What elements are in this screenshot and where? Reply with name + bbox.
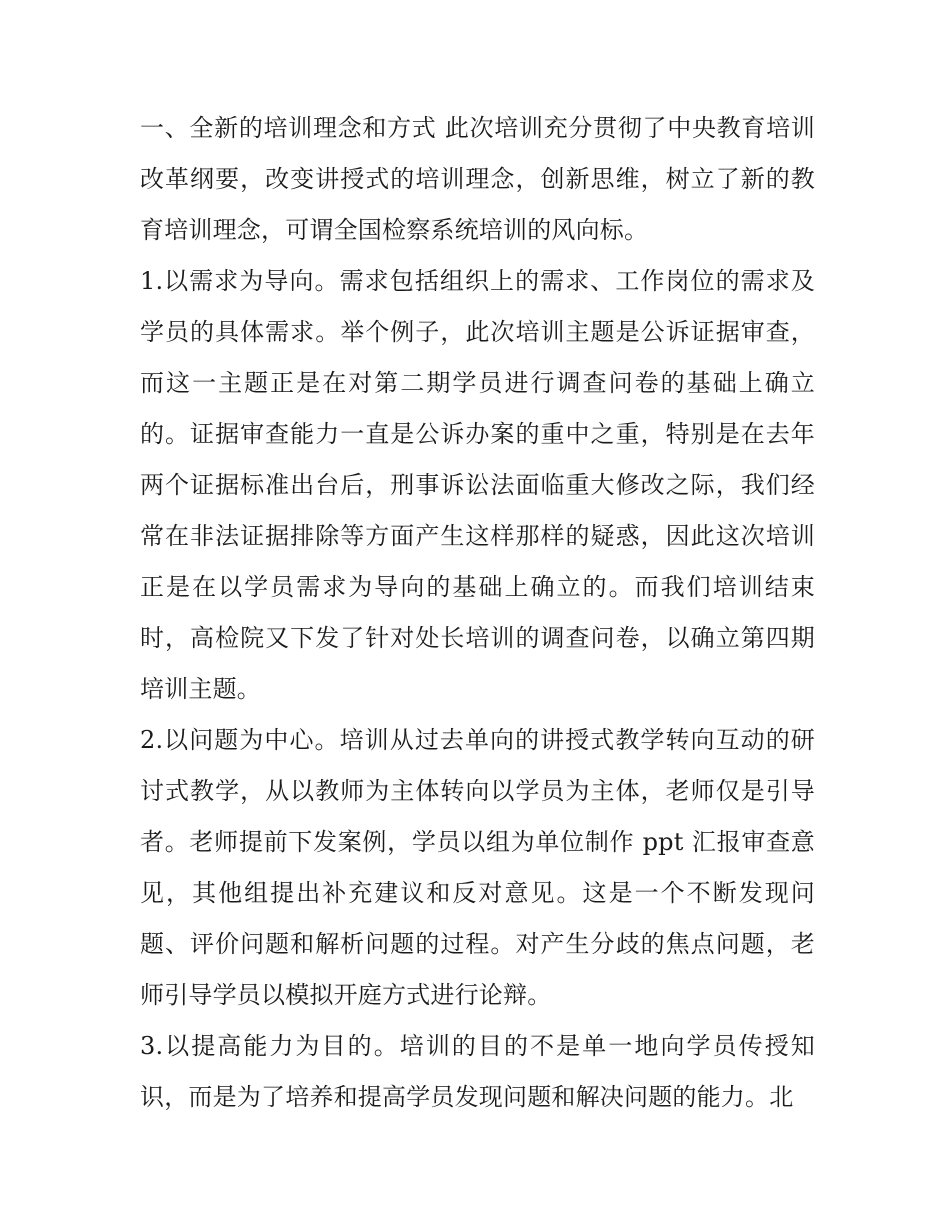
paragraph-principles-intro: 一、全新的培训理念和方式 此次培训充分贯彻了中央教育培训改革纲要，改变讲授式的培训理念，创新思维，树立了新的教育培训理念，可谓全国检察系统培训的风向标。 [140,114,815,244]
paragraph-problem-centered: 2.以问题为中心。培训从过去单向的讲授式教学转向互动的研讨式教学，从以教师为主体转向以学员为主体，老师仅是引导者。老师提前下发案例，学员以组为单位制作 ppt 汇报审查意见，其他组提出补充建议和反对意见。这是一个不断发现问题、评价问题和解析问题的过程。对产生分歧的焦点问题，老师引导学员以模拟开庭方式进行论辩。 [140,726,815,1009]
paragraph-demand-oriented: 1.以需求为导向。需求包括组织上的需求、工作岗位的需求及学员的具体需求。举个例子，此次培训主题是公诉证据审查，而这一主题正是在对第二期学员进行调查问卷的基础上确立的。证据审查能力一直是公诉办案的重中之重，特别是在去年两个证据标准出台后，刑事诉讼法面临重大修改之际，我们经常在非法证据排除等方面产生这样那样的疑惑，因此这次培训正是在以学员需求为导向的基础上确立的。而我们培训结束时，高检院又下发了针对处长培训的调查问卷，以确立第四期培训主题。 [140,267,815,703]
paragraph-ability-goal: 3.以提高能力为目的。培训的目的不是单一地向学员传授知识，而是为了培养和提高学员发现问题和解决问题的能力。北 [140,1032,815,1111]
document-body [140,103,815,1123]
